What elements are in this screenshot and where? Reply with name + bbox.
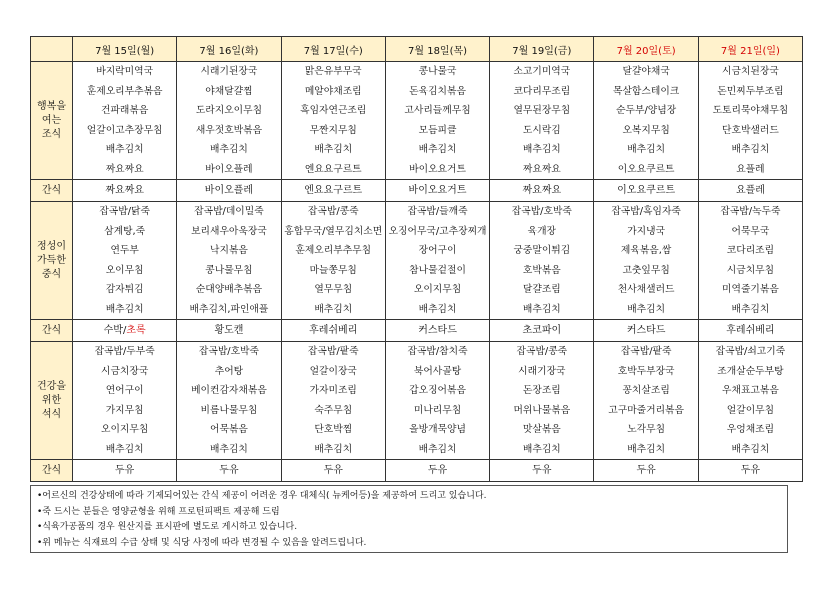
snack-afternoon-cell (177, 320, 281, 342)
snack-evening-row (31, 460, 803, 482)
menu-item: 맛살볶음 (522, 424, 561, 435)
snack-item: 짜요짜요 (522, 185, 562, 196)
menu-item: 바이오플레 (205, 163, 253, 175)
snack-item: 바이오플레 (204, 185, 254, 196)
lunch-cell (490, 202, 594, 320)
lunch-cell (698, 202, 802, 320)
day-header: 7월 19일(금) (490, 37, 594, 62)
menu-item: 도토리묵야채무침 (712, 105, 789, 116)
snack-item: 두유 (636, 465, 656, 476)
menu-item: 배추김치 (314, 144, 353, 155)
dinner-label-line: 건강을 (37, 380, 66, 392)
menu-item: 달걀조림 (522, 284, 561, 295)
menu-item: 연두부 (110, 245, 139, 256)
menu-item: 훈제오리부추무침 (295, 245, 372, 256)
menu-item: 잡곡밥/콩죽 (307, 206, 359, 217)
menu-item: 배추김치 (210, 443, 248, 455)
snack-morning-cell (177, 180, 281, 202)
note-line: •위 메뉴는 식재료의 수급 상태 및 식당 사정에 따라 변경될 수 있음을 알려드립니다. (37, 537, 367, 548)
menu-item: 잡곡밥/들깨죽 (407, 206, 468, 217)
menu-item: 달걀야채국 (622, 66, 670, 77)
menu-item: 배추김치 (627, 443, 666, 455)
menu-item: 올방개묵양념 (409, 424, 466, 435)
menu-item: 고사리들께무침 (404, 105, 471, 116)
menu-item: 연어구이 (105, 385, 144, 396)
menu-item: 제육볶음,쌈 (620, 245, 672, 256)
menu-item: 무짠지무침 (309, 124, 357, 136)
dinner-cell (177, 342, 281, 460)
menu-item: 시래기된장국 (200, 66, 258, 77)
snack-evening-cell (490, 460, 594, 482)
menu-item: 메알야채조림 (304, 85, 362, 97)
lunch-row (31, 202, 803, 320)
menu-item: 가지냉국 (627, 225, 666, 237)
menu-item: 숙주무침 (314, 404, 353, 416)
snack-item: 후레쉬베리 (726, 325, 775, 336)
menu-item: 노각무침 (627, 424, 666, 435)
menu-item: 단호박샐러드 (722, 124, 779, 136)
snack-morning-cell (73, 180, 177, 202)
snack-morning-label: 간식 (31, 180, 73, 202)
menu-item: 참나물겉절이 (409, 264, 466, 276)
snack-item: 엔요요구르트 (304, 185, 363, 196)
menu-item: 소고기미역국 (513, 66, 571, 77)
menu-item: 요플레 (736, 163, 765, 175)
menu-item: 훈제오리부추볶음 (86, 85, 163, 97)
snack-evening-cell (385, 460, 489, 482)
day-header-weekend: 7월 20일(토) (594, 37, 698, 62)
menu-item: 잡곡밥/호박죽 (511, 206, 572, 217)
snack-morning-cell (594, 180, 698, 202)
breakfast-cell (385, 62, 489, 180)
snack-item: 황도캔 (214, 325, 244, 336)
breakfast-cell (281, 62, 385, 180)
menu-item: 어묵무국 (731, 225, 770, 237)
breakfast-label (31, 62, 73, 180)
snack-item: 바이오요거트 (408, 185, 467, 196)
menu-item: 보리새우아욱장국 (191, 225, 267, 237)
breakfast-cell (490, 62, 594, 180)
menu-item: 육개장 (527, 225, 557, 237)
menu-item: 잡곡밥/팥죽 (307, 346, 359, 357)
menu-item: 오징어무국/고추장찌개 (388, 225, 487, 237)
lunch-label-line: 중식 (41, 268, 62, 280)
menu-item: 북어사골탕 (413, 365, 462, 377)
menu-item: 궁중말이튀김 (513, 245, 571, 256)
note-line: •식육가공품의 경우 원산지를 표시판에 별도로 게시하고 있습니다. (37, 522, 298, 532)
menu-item: 베이컨감자채볶음 (191, 385, 267, 396)
breakfast-label-line: 여는 (41, 114, 62, 126)
snack-afternoon-cell (490, 320, 594, 342)
snack-morning-cell (385, 180, 489, 202)
menu-item: 배추김치 (731, 144, 770, 155)
menu-item: 배추김치,파인애플 (189, 303, 269, 315)
menu-item: 코다리조림 (726, 245, 775, 256)
breakfast-row (31, 62, 803, 180)
menu-item: 배추김치 (105, 144, 144, 155)
menu-item: 배추김치 (105, 443, 144, 455)
menu-item: 야채달걀찜 (205, 85, 253, 97)
menu-item: 잡곡밥/쇠고기죽 (715, 346, 786, 357)
menu-item: 단호박찜 (314, 424, 353, 435)
menu-item: 순대양배추볶음 (195, 284, 263, 295)
snack-item: 두유 (532, 465, 552, 476)
menu-item: 목살함스테이크 (613, 85, 680, 97)
dinner-label (31, 342, 73, 460)
menu-item: 맑은유부무국 (304, 66, 362, 77)
breakfast-label-line: 행복을 (37, 100, 66, 112)
menu-item: 잡곡밥/팥죽 (620, 346, 672, 357)
snack-item: 요플레 (735, 185, 765, 196)
dinner-cell (594, 342, 698, 460)
menu-item: 시금치무침 (726, 264, 775, 276)
breakfast-cell (177, 62, 281, 180)
dinner-row (31, 342, 803, 460)
menu-item: 조개살순두부탕 (717, 365, 784, 377)
dinner-label-line: 위한 (41, 394, 62, 406)
menu-item: 엔요요구르트 (304, 163, 362, 175)
note-line: •어르신의 건강상태에 따라 기제되어있는 간식 제공이 어려운 경우 대체식( 뉴케어등)을 제공하여 드리고 있습니다. (37, 491, 487, 501)
snack-item: 짜요짜요 (105, 185, 144, 196)
lunch-label-line: 정성이 (37, 240, 66, 252)
menu-item: 비름나물무침 (200, 404, 258, 416)
header-row (31, 37, 803, 62)
lunch-label (31, 202, 73, 320)
menu-item: 배추김치 (731, 443, 770, 455)
menu-item: 갑오징어볶음 (409, 385, 466, 396)
menu-item: 잡곡밥/콩죽 (516, 346, 568, 357)
menu-item: 도라지오이무침 (195, 105, 263, 116)
menu-item: 어묵볶음 (210, 424, 248, 435)
menu-item: 고구마줄거리볶음 (608, 404, 684, 416)
notes-box (30, 485, 788, 553)
menu-item: 잡곡밥/호박죽 (198, 346, 259, 357)
menu-item: 시금치된장국 (722, 66, 779, 77)
snack-item: 두유 (114, 465, 135, 476)
menu-item: 얼갈이무침 (726, 404, 775, 416)
menu-item: 배추김치 (731, 303, 770, 315)
menu-item: 배추김치 (522, 144, 561, 155)
menu-item: 열무무침 (314, 284, 353, 295)
snack-item: 수박/ (103, 325, 127, 336)
day-header: 7월 15일(월) (73, 37, 177, 62)
snack-afternoon-cell (594, 320, 698, 342)
lunch-cell (73, 202, 177, 320)
menu-item: 순두부/양념장 (616, 105, 677, 116)
menu-item: 잡곡밥/데이밀죽 (194, 206, 264, 217)
menu-item: 얼갈이장국 (309, 365, 357, 377)
menu-item: 바이오요거트 (409, 163, 466, 175)
menu-item: 가지무침 (105, 404, 144, 416)
menu-item: 천사채샐러드 (617, 284, 675, 295)
snack-afternoon-label: 간식 (31, 320, 73, 342)
menu-item: 배추김치 (522, 303, 561, 315)
dinner-cell (281, 342, 385, 460)
menu-item: 시금치장국 (100, 365, 149, 377)
snack-evening-cell (698, 460, 802, 482)
snack-item: 두유 (427, 465, 448, 476)
menu-item: 도시락김 (522, 124, 561, 136)
menu-item: 홍합무국/열무김치소면 (284, 225, 383, 237)
menu-item: 배추김치 (627, 144, 666, 155)
menu-item: 우채표고볶음 (722, 385, 779, 396)
menu-item: 배추김치 (418, 144, 457, 155)
snack-evening-label: 간식 (31, 460, 73, 482)
menu-item: 콩나물국 (418, 66, 457, 77)
menu-item: 머위나물볶음 (513, 404, 571, 416)
lunch-cell (177, 202, 281, 320)
dinner-cell (490, 342, 594, 460)
snack-item: 초코파이 (522, 325, 562, 336)
menu-item: 잡곡밥/닭죽 (99, 206, 150, 217)
menu-item: 낙지볶음 (210, 245, 248, 256)
menu-item: 돈장조림 (522, 385, 561, 396)
menu-item: 가자미조림 (309, 385, 357, 396)
lunch-cell (385, 202, 489, 320)
snack-item: 두유 (219, 465, 239, 476)
menu-item: 바지락미역국 (96, 66, 154, 77)
menu-item: 배추김치 (418, 303, 457, 315)
menu-item: 새우젓호박볶음 (195, 124, 263, 136)
menu-item: 호박두부장국 (617, 365, 675, 377)
day-header: 7월 18일(목) (385, 37, 489, 62)
dinner-label-line: 석식 (41, 408, 62, 420)
menu-item: 장어구이 (418, 245, 457, 256)
menu-item: 짜요짜요 (105, 163, 144, 175)
menu-item: 잡곡밥/두부죽 (94, 346, 155, 357)
snack-evening-cell (177, 460, 281, 482)
menu-item: 돈민찌두부조림 (717, 85, 784, 97)
menu-item: 삼계탕,죽 (104, 225, 146, 237)
snack-afternoon-cell (698, 320, 802, 342)
menu-item: 시래기장국 (518, 365, 566, 377)
snack-evening-cell (594, 460, 698, 482)
menu-item: 배추김치 (522, 443, 561, 455)
snack-item: 커스타드 (626, 325, 666, 336)
menu-item: 배추김치 (314, 443, 353, 455)
menu-item: 짜요짜요 (522, 163, 561, 175)
menu-item: 얼갈이고추장무침 (86, 124, 163, 136)
snack-afternoon-row (31, 320, 803, 342)
snack-evening-cell (281, 460, 385, 482)
menu-item: 배추김치 (314, 303, 353, 315)
day-header-weekend: 7월 21일(일) (698, 37, 802, 62)
menu-item: 배추김치 (210, 144, 248, 155)
menu-item: 감자튀김 (105, 284, 144, 295)
snack-item: 두유 (740, 465, 761, 476)
snack-evening-cell (73, 460, 177, 482)
snack-item: 두유 (323, 465, 343, 476)
menu-item: 오이지무침 (413, 284, 462, 295)
menu-item: 배추김치 (627, 303, 666, 315)
menu-item: 배추김치 (418, 443, 457, 455)
menu-item: 고춧잎무침 (622, 264, 670, 276)
corner-cell (31, 37, 73, 62)
menu-item: 이오요쿠르트 (617, 163, 675, 175)
menu-item: 오복지무침 (622, 124, 670, 136)
menu-item: 모듬피클 (418, 124, 457, 136)
breakfast-cell (73, 62, 177, 180)
menu-item: 추어탕 (214, 365, 244, 377)
dinner-cell (73, 342, 177, 460)
dinner-cell (385, 342, 489, 460)
menu-item: 미역줄기볶음 (722, 284, 779, 295)
snack-morning-cell (698, 180, 802, 202)
menu-item: 마늘쫑무침 (309, 264, 357, 276)
breakfast-cell (698, 62, 802, 180)
menu-item: 우엉채조림 (726, 424, 775, 435)
snack-morning-cell (490, 180, 594, 202)
snack-item-highlight: 초록 (126, 325, 146, 336)
dinner-cell (698, 342, 802, 460)
lunch-cell (594, 202, 698, 320)
menu-item: 열무된장무침 (513, 105, 571, 116)
snack-afternoon-cell (385, 320, 489, 342)
snack-item: 후레쉬베리 (309, 325, 358, 336)
menu-item: 잡곡밥/참치죽 (407, 346, 468, 357)
lunch-label-line: 가득한 (37, 254, 66, 266)
breakfast-cell (594, 62, 698, 180)
weekly-menu-table (30, 36, 803, 482)
menu-item: 배추김치 (105, 303, 144, 315)
snack-morning-cell (281, 180, 385, 202)
menu-item: 호박볶음 (522, 264, 561, 276)
snack-afternoon-cell (73, 320, 177, 342)
menu-item: 콩나물무침 (205, 264, 253, 276)
snack-item: 이오요쿠르트 (617, 185, 676, 196)
menu-item: 건파래볶음 (100, 105, 149, 116)
menu-item: 코다리무조림 (513, 85, 571, 97)
day-header: 7월 16일(화) (177, 37, 281, 62)
snack-afternoon-cell (281, 320, 385, 342)
note-line: •죽 드시는 분들은 영양균형을 위해 프로틴피팩트 제공해 드림 (37, 506, 280, 517)
menu-item: 꽁치살조림 (622, 385, 670, 396)
menu-item: 흑임자연근조림 (300, 105, 367, 116)
menu-item: 미나리무침 (413, 404, 462, 416)
breakfast-label-line: 조식 (41, 128, 62, 140)
day-header: 7월 17일(수) (281, 37, 385, 62)
menu-item: 잡곡밥/녹두죽 (720, 206, 781, 217)
lunch-cell (281, 202, 385, 320)
menu-item: 오이지무침 (100, 424, 149, 435)
snack-morning-row (31, 180, 803, 202)
menu-item: 오이무침 (105, 264, 144, 276)
menu-item: 돈육김치볶음 (409, 85, 466, 97)
snack-item: 커스타드 (418, 325, 457, 336)
menu-item: 잡곡밥/흑임자죽 (611, 206, 681, 217)
